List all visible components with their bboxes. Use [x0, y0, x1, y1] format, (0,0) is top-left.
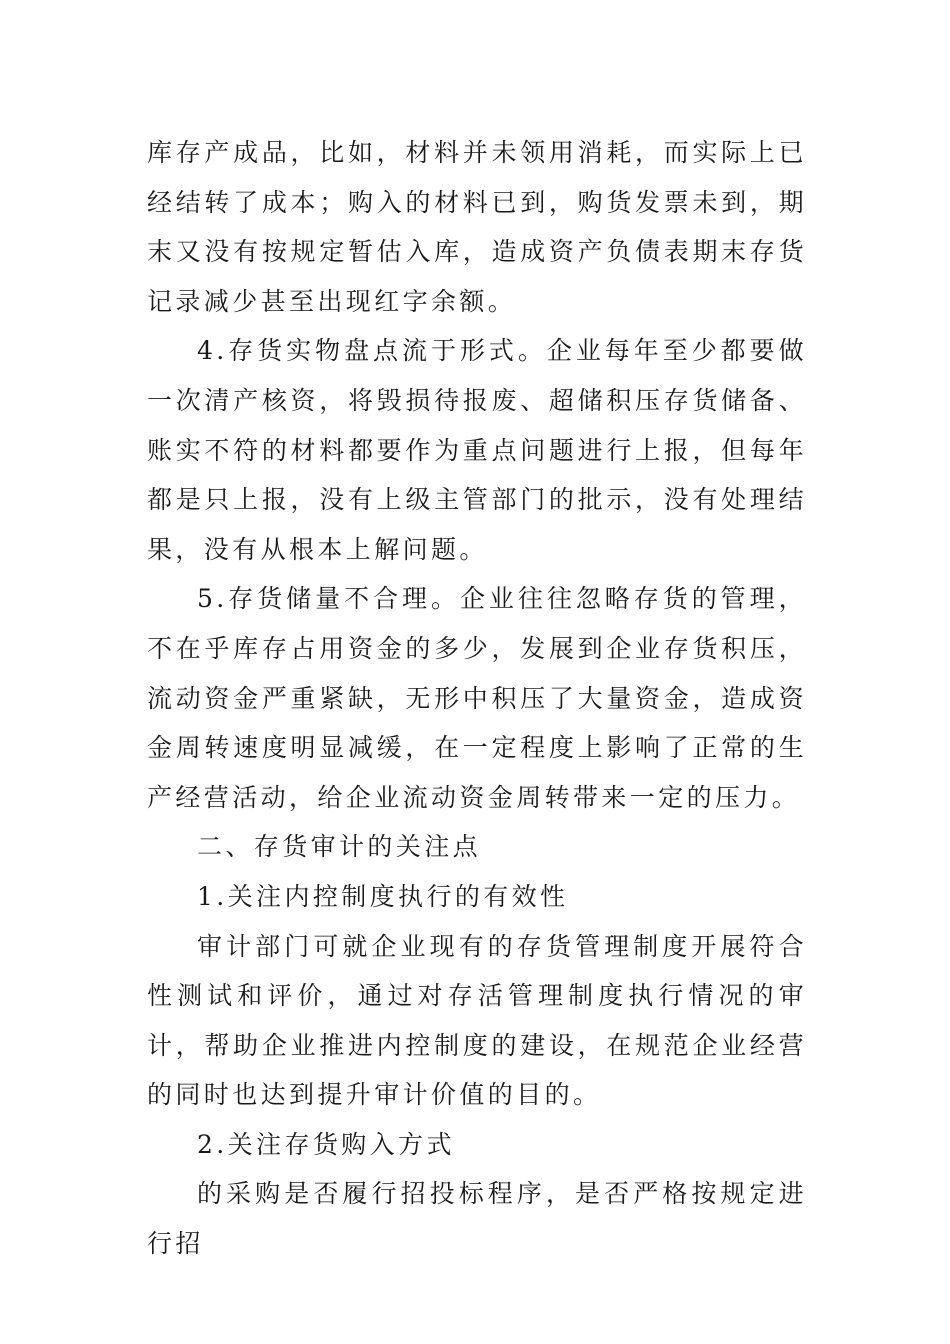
paragraph-item-5: 5.存货储量不合理。企业往往忽略存货的管理，不在乎库存占用资金的多少，发展到企业存货积压，流动资金严重紧缺，无形中积压了大量资金，造成资金周转速度明显减缓，在一定程度上影响了正常的生产经营活动，给企业流动资金周转带来一定的压力。	[147, 584, 807, 812]
subheading-2: 2.关注存货购入方式	[197, 1129, 455, 1159]
section-heading-2: 二、存货审计的关注点	[197, 832, 482, 862]
subheading-1: 1.关注内控制度执行的有效性	[197, 881, 569, 911]
document-body	[147, 128, 807, 1269]
paragraph-item-4: 4.存货实物盘点流于形式。企业每年至少都要做一次清产核资，将毁损待报废、超储积压存货储备、账实不符的材料都要作为重点问题进行上报，但每年都是只上报，没有上级主管部门的批示，没有处理结果，没有从根本上解问题。	[147, 336, 807, 564]
paragraph-sub-1-body: 审计部门可就企业现有的存货管理制度开展符合性测试和评价，通过对存活管理制度执行情况的审计，帮助企业推进内控制度的建设，在规范企业经营的同时也达到提升审计价值的目的。	[147, 931, 807, 1110]
paragraph-sub-2-body: 的采购是否履行招投标程序，是否严格按规定进行招	[147, 1179, 807, 1259]
paragraph-continuation: 库存产成品，比如，材料并未领用消耗，而实际上已经结转了成本；购入的材料已到，购货发票未到，期末又没有按规定暂估入库，造成资产负债表期末存货记录减少甚至出现红字余额。	[147, 138, 807, 316]
